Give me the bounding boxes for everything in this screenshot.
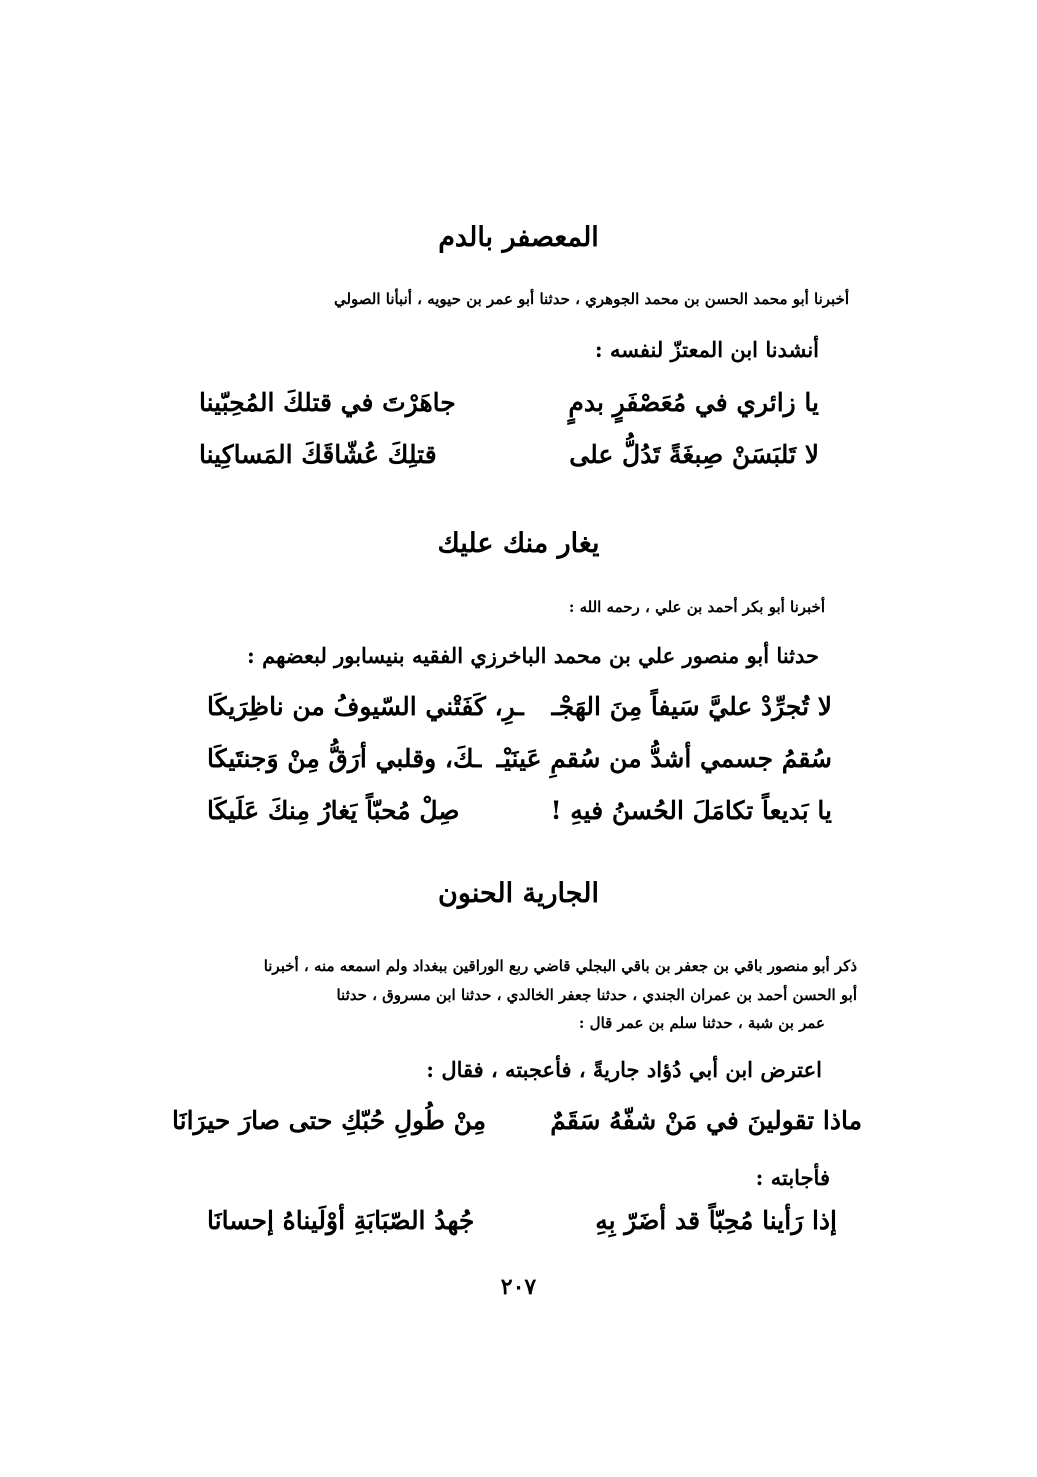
hemistich-second: جُهدُ الصّبَابَةِ أوْلَيناهُ إحسانَا: [207, 1206, 475, 1235]
section-title-2: يغار منك عليك: [437, 528, 600, 559]
hemistich-first: لا تَلبَسَنْ صِبغَةً تَدُلُّ على: [569, 440, 819, 469]
section-title-3: الجارية الحنون: [438, 878, 599, 909]
isnad-1: أخبرنا أبو محمد الحسن بن محمد الجوهري ، حدثنا أبو عمر بن حيويه ، أنبأنا الصولي: [333, 290, 849, 308]
hemistich-first: يا زائري في مُعَصْفَرٍ بدمٍ: [568, 388, 819, 417]
hemistich-second: قتلِكَ عُشّاقَكَ المَساكِينا: [199, 440, 437, 469]
hemistich-first: يا بَديعاً تكامَلَ الحُسنُ فيهِ !: [550, 796, 832, 825]
intro-2: حدثنا أبو منصور علي بن محمد الباخرزي الفقيه بنيسابور لبعضهم :: [247, 643, 819, 668]
section-title-1: المعصفر بالدم: [438, 222, 599, 253]
verse-2-2: [207, 744, 832, 784]
verse-3-2: [207, 1206, 837, 1246]
reply-label: فأجابته :: [755, 1165, 830, 1190]
verse-1-2: [199, 440, 819, 480]
hemistich-first: سُقمُ جسمي أشدُّ من سُقمِ عَينَيْـ: [496, 744, 832, 773]
verse-1-1: [199, 388, 819, 428]
hemistich-second: صِلْ مُحبّاً يَغارُ مِنكَ عَلَيكَا: [207, 796, 460, 825]
intro-3: اعترض ابن أبي دُؤاد جاريةً ، فأعجبته ، فقال :: [426, 1057, 822, 1082]
hemistich-first: لا تُجرِّدْ عليَّ سَيفاً مِنَ الهَجْـ: [551, 692, 832, 721]
isnad-2: أخبرنا أبو بكر أحمد بن علي ، رحمه الله :: [568, 598, 825, 616]
hemistich-second: ـرِ، كَفَتْني السّيوفُ من ناظِرَيكَا: [207, 692, 524, 721]
hemistich-first: ماذا تقولينَ في مَنْ شفّهُ سَقَمٌ: [550, 1106, 862, 1135]
verse-2-1: [207, 692, 832, 732]
isnad-3-line-1: ذكر أبو منصور باقي بن جعفر بن باقي البجلي قاضي ربع الوراقين ببغداد ولم اسمعه منه ، أخبرنا: [263, 957, 857, 975]
page-number: ٢٠٧: [500, 1274, 537, 1300]
verse-2-3: [207, 796, 832, 836]
hemistich-second: مِنْ طُولِ حُبّكِ حتى صارَ حيرَانَا: [172, 1106, 487, 1135]
hemistich-second: ـكَ، وقلبي أرَقُّ مِنْ وَجنتَيكَا: [207, 744, 482, 773]
hemistich-second: جاهَرْتَ في قتلكَ المُحِبّينا: [199, 388, 456, 417]
verse-3-1: [172, 1106, 862, 1146]
isnad-3-line-2: أبو الحسن أحمد بن عمران الجندي ، حدثنا جعفر الخالدي ، حدثنا ابن مسروق ، حدثنا: [336, 986, 857, 1004]
intro-1: أنشدنا ابن المعتزّ لنفسه :: [594, 337, 819, 362]
isnad-3-line-3: عمر بن شبة ، حدثنا سلم بن عمر قال :: [578, 1014, 825, 1032]
hemistich-first: إذا رَأينا مُحِبّاً قد أضَرّ بِهِ: [595, 1206, 837, 1235]
